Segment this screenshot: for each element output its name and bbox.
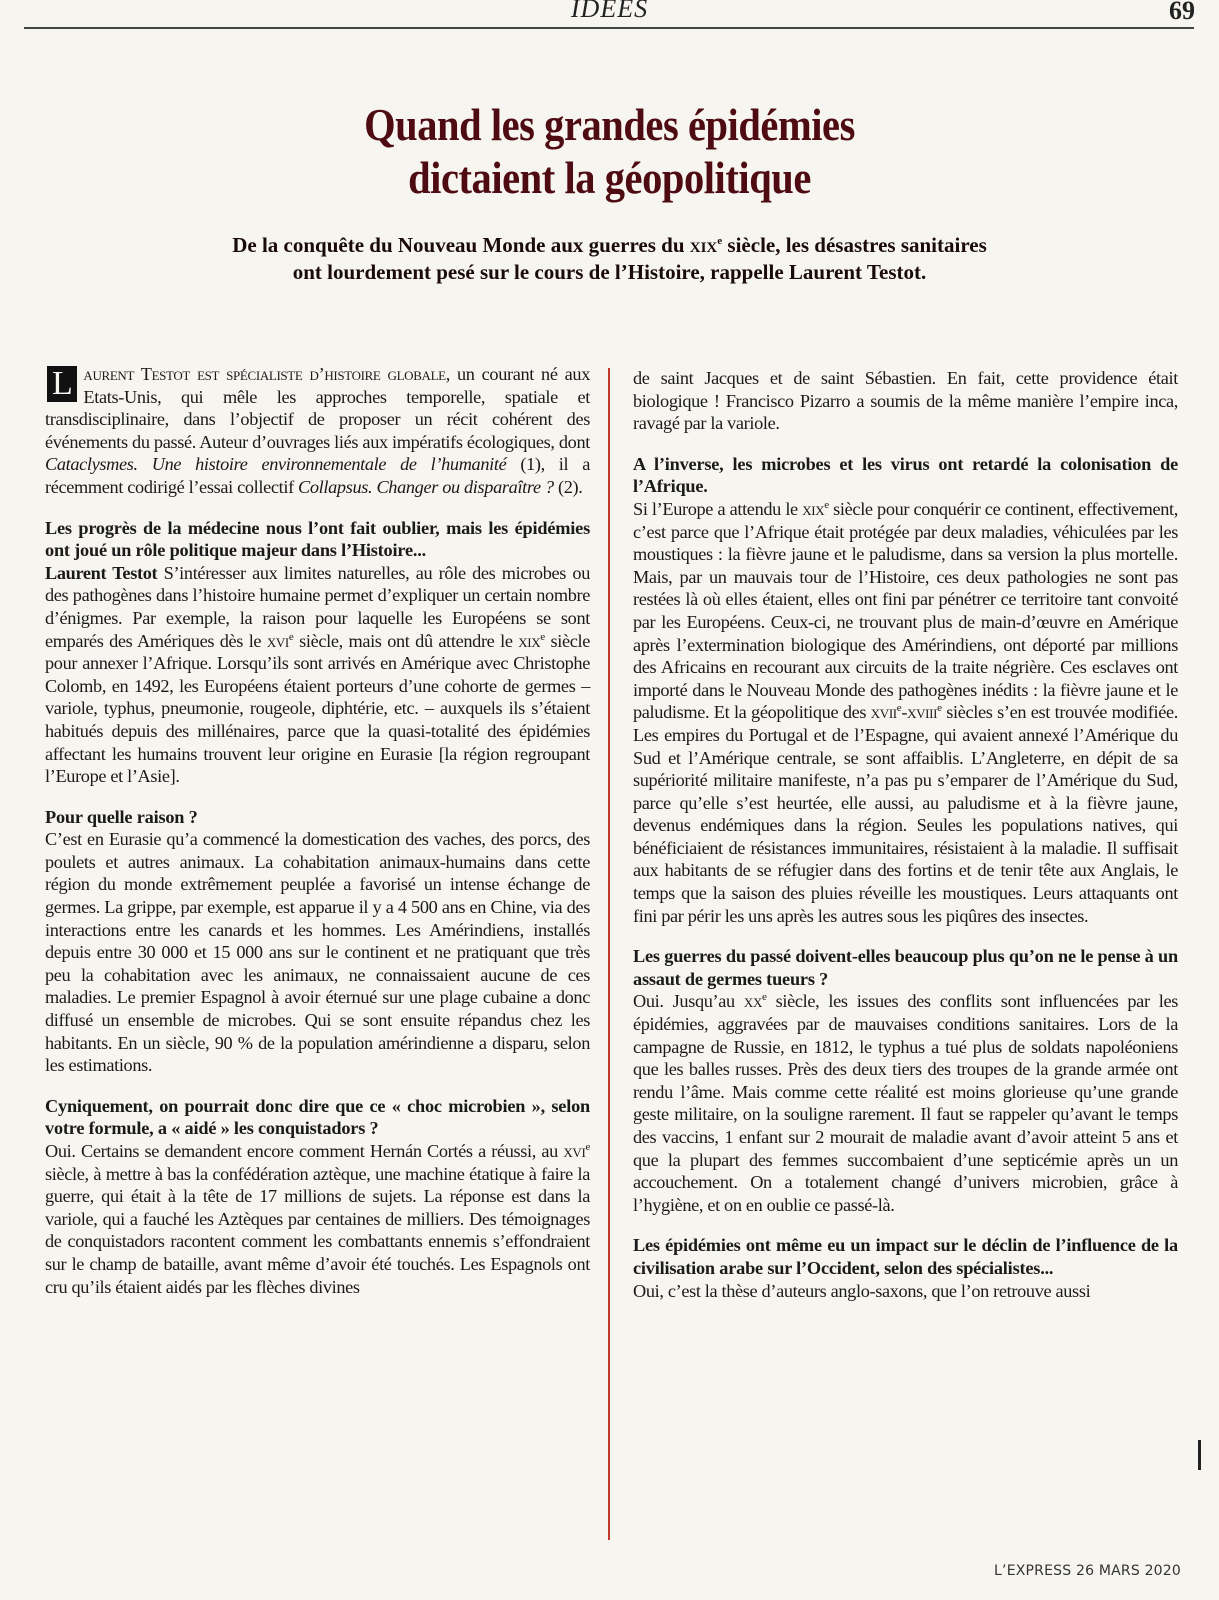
header-rule (24, 27, 1194, 29)
text-run: - (901, 702, 908, 723)
interview-question (633, 945, 1178, 990)
superscript: e (585, 1140, 590, 1153)
issue-date: 26 MARS 2020 (1075, 1563, 1181, 1579)
answer-paragraph (45, 1140, 590, 1298)
text-run: , un courant né aux Etats-Unis, qui mêle les approches temporelle, spatiale et transdisciplinaire, dans l’objectif de proposer un récit cohérent des événements du passé. Auteur d’ouvrages liés aux impératifs écologiques, dont (45, 364, 590, 452)
article-subtitle (0, 232, 1219, 286)
text-run: siècle, mais ont dû attendre le (293, 630, 519, 651)
page-edge-mark (1198, 1440, 1201, 1470)
text-run: Les guerres du passé doivent-elles beaucoup plus qu’on ne le pense à un assaut de germes tueurs ? (633, 946, 1178, 989)
answer-paragraph (45, 562, 590, 788)
italic-title: Cataclysmes. Une histoire environnementale de l’humanité (45, 454, 507, 475)
small-caps-run: xix (689, 233, 718, 257)
text-run: Oui. Jusqu’au (633, 991, 744, 1012)
text-run: siècle, les désastres sanitaires (722, 233, 987, 257)
superscript: e (717, 235, 723, 247)
text-run: siècle pour conquérir ce continent, effectivement, c’est parce que l’Afrique était protégée par deux maladies, véhiculées par les moustiques : la fièvre jaune et le paludisme, dans sa version la plus mortelle. Mais, par un mauvais tour de l’Histoire, ces deux pathologies ne sont pas restées là où elles étaient, elles ont fini par pénétrer ce territoire tant convoité par les Européens. Ceux-ci, ne trouvant plus de main-d’œuvre en Amérique après l’extermination biologique des Amérindiens, ont déporté par millions des Africains en recourant aux circuits de la traite négrière. Ces esclaves ont importé dans le Nouveau Monde des pathogènes inédits : la fièvre jaune et le paludisme. Et la géopolitique des (633, 498, 1179, 723)
interview-question (45, 806, 590, 829)
small-caps-run: xvi (563, 1141, 586, 1161)
text-run: Les épidémies ont même eu un impact sur le déclin de l’influence de la civilisation arabe sur l’Occident, selon des spécialistes... (633, 1235, 1178, 1278)
interview-question (633, 1234, 1178, 1279)
superscript: e (824, 498, 829, 511)
small-caps-run: xix (518, 630, 541, 651)
interview-question (45, 1095, 590, 1140)
answer-paragraph (633, 367, 1178, 435)
speaker-name: Laurent Testot (45, 562, 158, 583)
italic-title: Collapsus. Changer ou disparaître ? (298, 476, 554, 497)
page-number: 69 (1169, 0, 1195, 25)
superscript: e (761, 991, 767, 1004)
intro-paragraph (45, 363, 590, 499)
text-run: Cyniquement, on pourrait donc dire que ce « choc microbien », selon votre formule, a « aidé » les conquistadors ? (45, 1095, 590, 1139)
superscript: e (288, 630, 294, 643)
subtitle-line (0, 232, 1219, 259)
publication-name: L’EXPRESS (994, 1563, 1072, 1579)
right-column (633, 367, 1178, 1302)
text-run: siècle, les issues des conflits sont influencées par les épidémies, aggravées par de mauvaises conditions sanitaires. Lors de la campagne de Russie, en 1812, le typhus a tué plus de soldats napoléoniens que les balles russes. Près des deux tiers des troupes de la grande armée ont rendu l’âme. Mais comme cette réalité est moins glorieuse qu’une grande geste militaire, on la souligne rarement. Il faut se rappeler qu’avant le temps des vaccins, 1 enfant sur 2 mourait de maladie avant d’avoir atteint 5 ans et que la plupart des femmes succombaient d’une septicémie après un un accouchement. On a totalement changé d’univers microbien, grâce à l’hygiène, et on en oublie ce passé-là. (633, 991, 1178, 1215)
column-divider (608, 368, 610, 1540)
text-run: siècle, à mettre à bas la confédération aztèque, une machine étatique à faire la guerre, qui était à la tête de 17 millions de sujets. La réponse est dans la variole, qui a fauché les Aztèques par centaines de milliers. Des témoignages de conquistadors racontent comment les combattants ennemis s’effondraient sur le champ de bataille, avant même d’avoir été touchés. Les Espagnols ont cru qu’ils étaient aidés par les flèches divines (45, 1163, 590, 1297)
interview-question (633, 453, 1178, 498)
answer-paragraph (633, 498, 1178, 927)
answer-paragraph (45, 828, 590, 1077)
small-caps-run: aurent Testot est spécialiste d’histoire globale (83, 364, 446, 384)
interview-question (45, 517, 590, 562)
text-run: Si l’Europe a attendu le (633, 498, 803, 519)
text-run: C’est en Eurasie qu’a commencé la domestication des vaches, des porcs, des poulets et autres animaux. La cohabitation animaux-humains dans cette région du monde extrêmement peuplée a favorisé un intense échange de germes. La grippe, par exemple, est apparue il y a 4 500 ans en Chine, via des interactions entre les canards et les hommes. Les Amérindiens, installés depuis entre 30 000 et 15 000 ans sur le continent et ne pratiquant que très peu la cohabitation avec les animaux, ne connaissaient aucune de ces maladies. Le premier Espagnol à avoir éternué sur une plage cubaine a donc diffusé un ensemble de microbes. Qui se sont ensuite répandus chez les habitants. En un siècle, 90 % de la population amérindienne a disparu, selon les estimations. (45, 829, 590, 1076)
text-run: A l’inverse, les microbes et les virus ont retardé la colonisation de l’Afrique. (633, 453, 1178, 497)
subtitle-line (0, 259, 1219, 286)
text-run: Les progrès de la médecine nous l’ont fait oublier, mais les épidémies ont joué un rôle politique majeur dans l’Histoire... (45, 517, 590, 561)
small-caps-run: xix (802, 498, 825, 519)
superscript: e (937, 702, 942, 715)
drop-cap: L (47, 366, 77, 402)
footer (994, 1563, 1181, 1579)
title-line: Quand les grandes épidémies (364, 99, 855, 150)
answer-paragraph (633, 1280, 1178, 1303)
small-caps-run: xviii (907, 702, 938, 723)
small-caps-run: xvi (266, 630, 289, 651)
superscript: e (896, 702, 902, 715)
text-run: de saint Jacques et de saint Sébastien. En fait, cette providence était biologique ! Francisco Pizarro a soumis de la même manière l’empire inca, ravagé par la variole. (633, 368, 1178, 434)
small-caps-run: xvii (870, 702, 897, 723)
text-run: Pour quelle raison ? (45, 806, 198, 827)
text-run: Oui, c’est la thèse d’auteurs anglo-saxons, que l’on retrouve aussi (633, 1280, 1091, 1301)
title-line: dictaient la géopolitique (408, 152, 811, 203)
left-column (45, 363, 590, 1298)
article-title (73, 98, 1146, 204)
answer-paragraph (633, 990, 1178, 1216)
text-run: ont lourdement pesé sur le cours de l’Histoire, rappelle Laurent Testot. (292, 260, 927, 284)
text-run: (2). (553, 476, 583, 497)
text-run: De la conquête du Nouveau Monde aux guerres du (232, 233, 690, 257)
superscript: e (540, 630, 545, 643)
text-run: S’intéresser aux limites naturelles, au rôle des microbes ou des pathogènes dans l’histoire humaine permet d’expliquer un certain nombre d’énigmes. Par exemple, la raison pour laquelle les Européens se sont emparés des Amériques dès le (45, 562, 590, 651)
text-run: siècles s’en est trouvée modifiée. Les empires du Portugal et de l’Espagne, qui avaient annexé l’Amérique du Sud et l’Amérique centrale, se sont affaiblis. L’Angleterre, en dépit de sa supériorité militaire manifeste, n’a pas pu s’emparer de l’Amérique du Sud, parce qu’elle s’est heurtée, elle aussi, au paludisme et à la fièvre jaune, devenus endémiques dans la région. Seules les populations natives, qui bénéficiaient de résistances immunitaires, résistaient à la maladie. Il suffisait aux habitants de se réfugier dans des fortins et de tenir tête aux Anglais, le temps que la saison des pluies réveille les moustiques. Leurs attaquants ont fini par périr les uns après les autres sous les piqûres des insectes. (633, 702, 1178, 926)
section-label: IDEES (570, 0, 649, 23)
small-caps-run: xx (743, 991, 762, 1012)
text-run: siècle pour annexer l’Afrique. Lorsqu’ils sont arrivés en Amérique avec Christophe Colomb, en 1492, les Européens étaient porteurs d’une cohorte de germes – variole, typhus, pneumonie, rougeole, diphtérie, etc. – auxquels ils s’étaient habitués depuis des millénaires, parce que la quasi-totalité des épidémies affectant les humains trouvent leur origine en Eurasie [la région regroupant l’Europe et l’Asie]. (45, 630, 590, 787)
text-run: (1), il a récemment codirigé l’essai collectif (45, 454, 590, 497)
text-run: Oui. Certains se demandent encore comment Hernán Cortés a réussi, au (45, 1141, 564, 1161)
